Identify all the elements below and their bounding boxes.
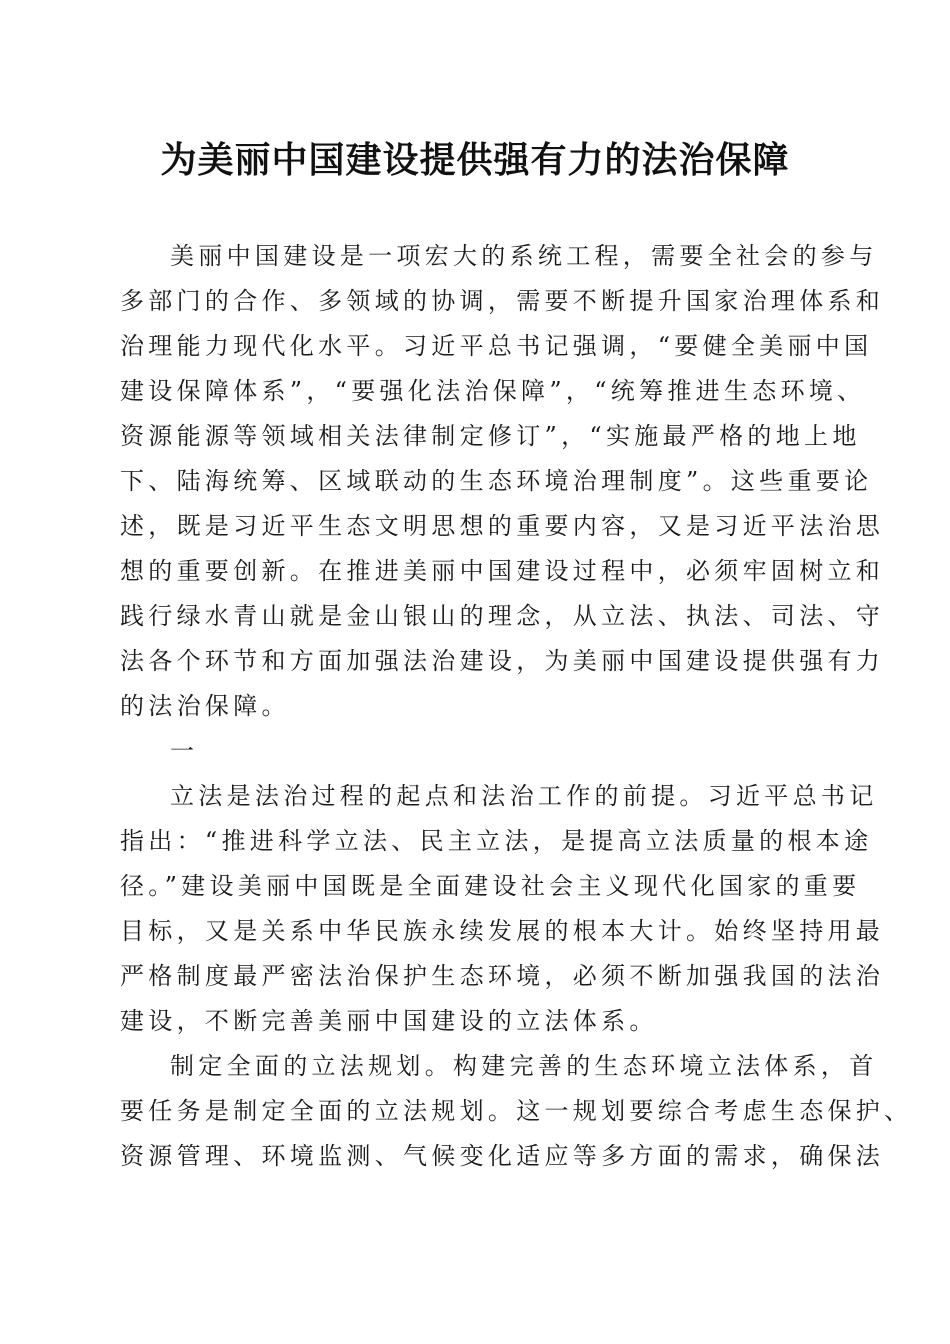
text-line: 多部门的合作、多领域的协调，需要不断提升国家治理体系和 [120, 287, 885, 315]
text-line: 下、陆海统筹、区域联动的生态环境治理制度”。这些重要论 [120, 467, 873, 495]
text-line: 指出：“推进科学立法、民主立法，是提高立法质量的根本途 [120, 827, 873, 855]
text-line: 想的重要创新。在推进美丽中国建设过程中，必须牢固树立和 [120, 557, 885, 585]
text-line: 践行绿水青山就是金山银山的理念，从立法、执法、司法、守 [120, 602, 885, 630]
text-line: 严格制度最严密法治保护生态环境，必须不断加强我国的法治 [120, 962, 885, 990]
document-title: 为美丽中国建设提供强有力的法治保障 [160, 139, 790, 181]
text-line: 的法治保障。 [120, 692, 290, 720]
text-line: 目标，又是关系中华民族永续发展的根本大计。始终坚持用最 [120, 917, 885, 945]
text-line: 法各个环节和方面加强法治建设，为美丽中国建设提供强有力 [120, 647, 885, 675]
text-line: 建设，不断完善美丽中国建设的立法体系。 [120, 1007, 658, 1035]
text-line: 美丽中国建设是一项宏大的系统工程，需要全社会的参与 [170, 242, 878, 270]
text-line: 治理能力现代化水平。习近平总书记强调，“要健全美丽中国 [120, 332, 873, 360]
text-line: 要任务是制定全面的立法规划。这一规划要综合考虑生态保护、 [120, 1097, 913, 1125]
section-number: 一 [170, 737, 199, 765]
text-line: 立法是法治过程的起点和法治工作的前提。习近平总书记 [170, 782, 878, 810]
text-line: 制定全面的立法规划。构建完善的生态环境立法体系，首 [170, 1052, 878, 1080]
text-line: 径。”建设美丽中国既是全面建设社会主义现代化国家的重要 [120, 872, 861, 900]
text-line: 述，既是习近平生态文明思想的重要内容，又是习近平法治思 [120, 512, 885, 540]
text-line: 资源管理、环境监测、气候变化适应等多方面的需求，确保法 [120, 1142, 885, 1170]
text-line: 资源能源等领域相关法律制定修订”，“实施最严格的地上地 [120, 422, 861, 450]
text-line: 建设保障体系”，“要强化法治保障”，“统筹推进生态环境、 [120, 377, 866, 405]
